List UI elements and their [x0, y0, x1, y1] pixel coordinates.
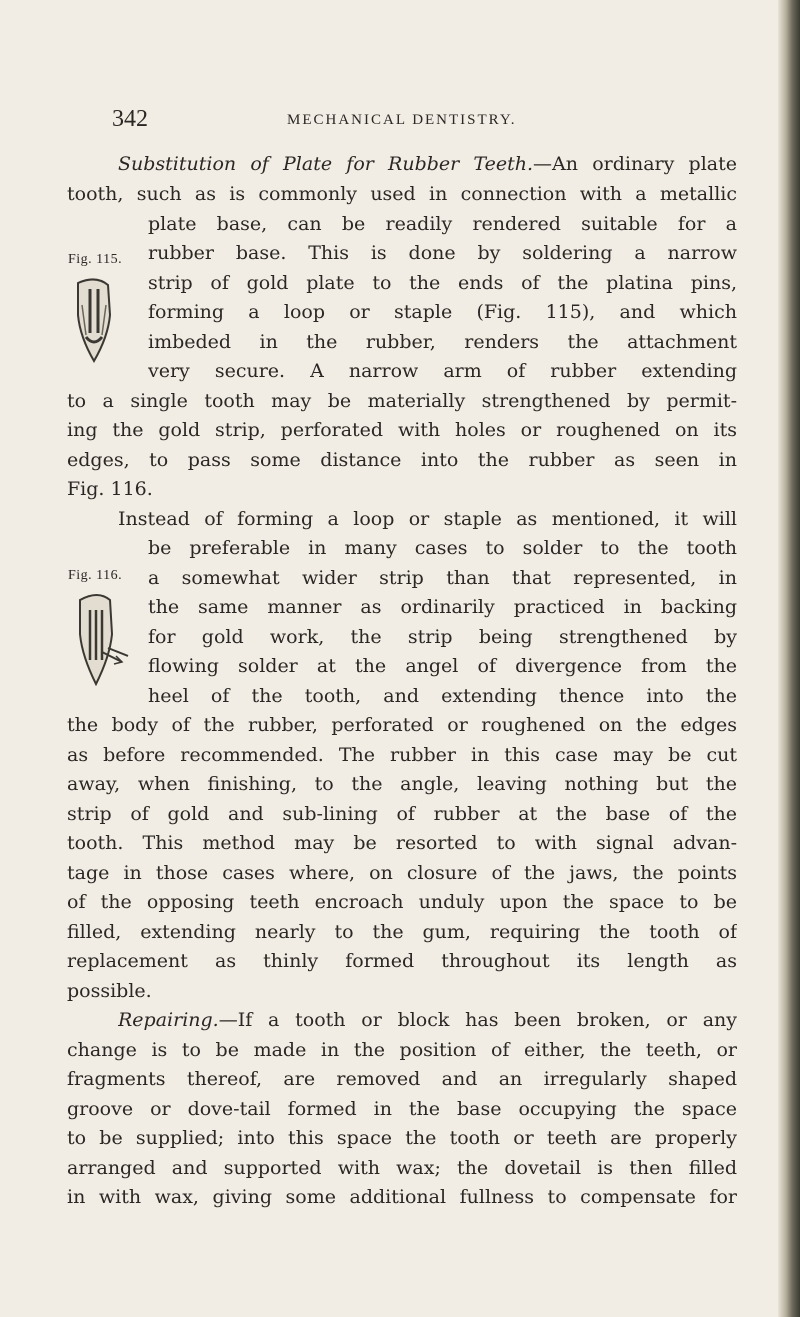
text-line: Fig. 116. [67, 478, 153, 500]
text-line: rubber base. This is done by soldering a narrow [148, 242, 737, 264]
fig-115-label: Fig. 115. [68, 252, 123, 267]
text-line: fragments thereof, are removed and an irregularly shaped [67, 1068, 737, 1090]
text-line: a somewhat wider strip than that represented, in [148, 567, 737, 589]
text-line: filled, extending nearly to the gum, requiring the tooth of [67, 921, 737, 943]
running-head: MECHANICAL DENTISTRY. [287, 112, 517, 128]
text-line: strip of gold plate to the ends of the platina pins, [148, 272, 737, 294]
text-line: arranged and supported with wax; the dovetail is then filled [67, 1157, 737, 1179]
text-line: heel of the tooth, and extending thence into the [148, 685, 737, 707]
text-line: edges, to pass some distance into the rubber as seen in [67, 449, 737, 471]
fig-116-label: Fig. 116. [68, 568, 123, 583]
paragraph-1-line-1: Substitution of Plate for Rubber Teeth.—An ordinary plate [118, 153, 737, 175]
text-line: for gold work, the strip being strengthened by [148, 626, 737, 648]
page-header [112, 106, 742, 136]
text-line: the body of the rubber, perforated or roughened on the edges [67, 714, 737, 736]
text-line: very secure. A narrow arm of rubber extending [148, 360, 737, 382]
text-line: change is to be made in the position of either, the teeth, or [67, 1039, 737, 1061]
text-line: plate base, can be readily rendered suitable for a [148, 213, 737, 235]
page-number: 342 [112, 106, 148, 132]
text-line: as before recommended. The rubber in this case may be cut [67, 744, 737, 766]
text-line: in with wax, giving some additional fullness to compensate for [67, 1186, 737, 1208]
text-line: replacement as thinly formed throughout its length as [67, 950, 737, 972]
paragraph-2-line-1: Instead of forming a loop or staple as mentioned, it will [118, 508, 737, 530]
fig-116-tooth-illustration [72, 590, 132, 690]
section-title-repairing: Repairing. [118, 1009, 219, 1031]
text-line: ing the gold strip, perforated with holes or roughened on its [67, 419, 737, 441]
fig-115-tooth-illustration [68, 275, 120, 367]
text-line: tage in those cases where, on closure of the jaws, the points [67, 862, 737, 884]
text-line: strip of gold and sub-lining of rubber at the base of the [67, 803, 737, 825]
text-line: flowing solder at the angel of divergence from the [148, 655, 737, 677]
text-line: possible. [67, 980, 152, 1002]
text-line: the same manner as ordinarily practiced in backing [148, 596, 737, 618]
text-line: imbeded in the rubber, renders the attachment [148, 331, 737, 353]
text-line: tooth. This method may be resorted to with signal advan- [67, 832, 737, 854]
text-line: of the opposing teeth encroach unduly upon the space to be [67, 891, 737, 913]
text-line: be preferable in many cases to solder to the tooth [148, 537, 737, 559]
text-line: forming a loop or staple (Fig. 115), and which [148, 301, 737, 323]
text-line: to be supplied; into this space the tooth or teeth are properly [67, 1127, 737, 1149]
paragraph-3-line-1: Repairing.—If a tooth or block has been broken, or any [118, 1009, 737, 1031]
text-line: to a single tooth may be materially strengthened by permit- [67, 390, 737, 412]
text-line: away, when finishing, to the angle, leaving nothing but the [67, 773, 737, 795]
text-line: groove or dove-tail formed in the base occupying the space [67, 1098, 737, 1120]
text-line: tooth, such as is commonly used in connection with a metallic [67, 183, 737, 205]
section-title-substitution: Substitution of Plate for Rubber Teeth. [118, 153, 534, 175]
book-spine-edge [778, 0, 800, 1317]
